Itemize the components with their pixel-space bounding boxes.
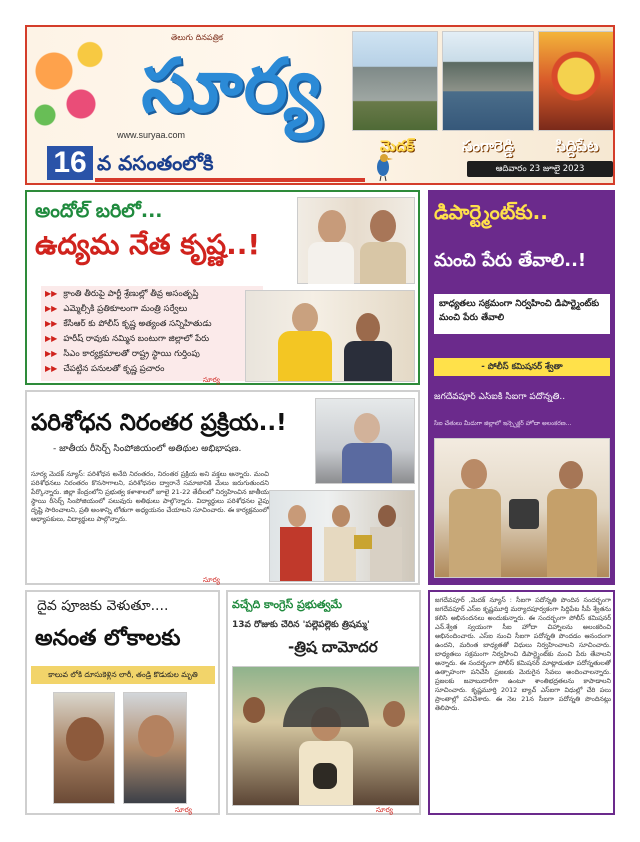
father-photo [53, 692, 115, 804]
jagadevpur-story [428, 590, 615, 815]
andol-garland-photo [245, 290, 415, 382]
surya-logo-small: సూర్య [203, 576, 220, 584]
bullet-item: ▶▶ ఎమ్మెల్సీకి ప్రతికూలంగా మంత్రి సర్వేలు [45, 304, 188, 314]
shirt-right [360, 242, 406, 284]
andol-bullet-list [41, 286, 263, 381]
face-right [356, 313, 380, 343]
felicitation-photo [269, 490, 415, 582]
andol-headline: ఉద్యమ నేత కృష్ణ..! [35, 228, 261, 261]
newspaper-name: సూర్య [141, 43, 323, 129]
face [332, 505, 350, 527]
person-3 [370, 527, 402, 581]
shirt-right [344, 341, 392, 381]
face [378, 505, 396, 527]
face-right [370, 210, 396, 242]
surya-logo-small: సూర్య [376, 806, 393, 814]
bullet-item: ▶▶ చేపట్టిన పనులతో కృష్ణ ప్రచారం [45, 364, 165, 374]
masthead [25, 25, 615, 185]
surya-logo-small: సూర్య [203, 376, 220, 384]
face-left [292, 303, 318, 333]
goat [313, 763, 337, 789]
andol-leaders-photo [297, 197, 415, 284]
face-crowd [383, 701, 405, 727]
andol-story [25, 190, 420, 385]
trisha-crowd-photo [232, 666, 420, 806]
jagadevpur-body-text: జగదేవపూర్ ,మెదక్ న్యూస్ : సీఐగా పదోన్నతి పొందిన సందర్భంగా జగదేవపూర్ ఎస్ఐ కృష్ణమూర్తి మర్యాదపూర్వకంగా సిద్దిపేట సీపీ శ్వేతను కలిసి అభినందనలు అందుకున్నారు. ఈ సందర్భంగా పోలీస్ కమిషనర్ ఎన్.శ్వేత స్వయంగా సీఐ హోదా చిహ్నాలను అలంకరించి అభినందించారు. ఎస్ఐ నుంచి సీఐగా పదోన్నతి పొందడం ఆనందంగా ఉందని, మరింత బాధ్యతతో విధులు నిర్వహించాలని సూచించారు. బాధ్యతలు సక్రమంగా నిర్వహించి డిపార్ట్మెంట్‌కు మంచి పేరు తేవాలని అన్నారు. ఈ సందర్భంగా పోలీస్ కమిషనర్ మాట్లాడుతూ పదోన్నతులతో ఉత్సాహంగా పనిచేసి ప్రజలకు మెరుగైన సేవలు అందించాలన్నారు. ప్రజలకు జవాబుదారీగా ఉంటూ శాంతిభద్రతలను కాపాడాలని సూచించారు. కృష్ణమూర్తి 2012 బ్యాచ్ ఎస్ఐగా విధుల్లో చేరి పలు ప్రాంతాల్లో పనిచేశారు. ఈ నెల 21న సీఐగా పదోన్నతి పొందినట్లు తెలిపారు. [435, 596, 611, 712]
dept-headline-line1: డిపార్ట్మెంట్‌కు.. [434, 200, 548, 224]
dept-note: జగదేవపూర్ ఎస్ఐకి సీఐగా పదోన్నతి.. [434, 392, 566, 402]
person-2 [324, 527, 356, 581]
shirt-left [308, 242, 354, 284]
congress-kicker: వచ్చేది కాంగ్రెస్ ప్రభుత్వమే [232, 598, 343, 611]
ananta-note: కాలువ లోకి దూసుకెళ్లిన లారీ, తండ్రి కొడుకుల మృతి [31, 666, 215, 684]
ananta-headline: అనంత లోకాలకు [35, 626, 181, 651]
face-officer-1 [461, 459, 487, 489]
research-subheadline: - జాతీయ రీసెర్చ్ సింపోజియంలో అతిథుల అభిభాషణ. [53, 444, 242, 454]
anniversary-text: వ వసంతంలోకి [97, 151, 214, 175]
uniform-1 [449, 489, 501, 577]
face [288, 505, 306, 527]
face-crowd [243, 697, 265, 723]
garland [278, 331, 332, 381]
place-label-siddipet: సిద్దిపేట [555, 137, 599, 155]
research-story [25, 390, 420, 585]
face-left [318, 210, 346, 244]
bullet-item: ▶▶ సీఎం కార్యక్రమాలతో రాష్ట్ర స్థాయి గుర్తింపు [45, 349, 200, 359]
speaker-photo [315, 398, 415, 484]
police-officers-photo [434, 438, 610, 578]
issue-date: ఆదివారం 23 జూలై 2023 [467, 161, 613, 177]
anniversary-underline [95, 178, 365, 182]
face [138, 715, 174, 757]
emblem-stand [509, 499, 539, 529]
congress-name: -త్రిష దామోదర [288, 638, 378, 656]
face [66, 717, 104, 761]
sangareddy-dam-photo [442, 31, 534, 131]
department-story [428, 190, 615, 585]
ananta-kicker: దైవ పూజకు వెళుతూ.... [37, 598, 169, 614]
bullet-item: ▶▶ క్రాంతి తీరుపై పార్టీ శ్రేణుల్లో తీవ్ర అసంతృప్తి [45, 289, 199, 299]
andol-kicker: అందోల్ బరిలో... [35, 200, 163, 222]
website-url: www.suryaa.com [117, 130, 186, 140]
umbrella [283, 687, 369, 727]
dept-caption: సీఐ చేతులు మీదుగా జిల్లాలో ఇన్స్పెక్టర్ హోదా అలంకరణ... [434, 420, 572, 427]
place-label-medak: మెదక్ [379, 137, 415, 155]
surya-logo-small: సూర్య [175, 806, 192, 814]
siddipet-temple-photo [538, 31, 614, 131]
dept-commissioner: - పోలీస్ కమిషనర్ శ్వేతా [434, 358, 610, 376]
uniform-2 [547, 489, 597, 577]
place-label-sangareddy: సంగారెడ్డి [462, 137, 514, 155]
saree [342, 443, 392, 483]
research-body-text: సూర్య మెదక్ న్యూస్: పరిశోధన అనేది నిరంతరం, నిరంతర ప్రక్రియ అని వక్తలు అన్నారు. మంచి పరిశోధనలు నిరంతరం కొనసాగాలని, పరిశోధనల ద్వారానే సమాజానికి మేలు జరుగుతుందని పేర్కొన్నారు. జిల్లా కేంద్రంలోని ప్రభుత్వ కళాశాలలో జూలై 21-22 తేదీలలో నిర్వహించిన జాతీయ స్థాయి రీసెర్చ్ సింపోజియంలో పలువురు అతిథులు పాల్గొన్నారు. విద్యార్థులు పరిశోధనల వైపు దృష్టి సారించాలని, ప్రతి అంశాన్ని లోతుగా అధ్యయనం చేయాలని సూచించారు. ఈ కార్యక్రమంలో అధ్యాపకులు, విద్యార్థులు పాల్గొన్నారు. [31, 470, 269, 523]
masthead-tagline: తెలుగు దినపత్రిక [170, 33, 224, 42]
son-photo [123, 692, 187, 804]
memento [354, 535, 372, 549]
ananta-story [25, 590, 220, 815]
person-1 [280, 527, 312, 581]
bullet-item: ▶▶ కేసీఆర్ కు పోలీస్ కృష్ణ అత్యంత సన్నిహితుడు [45, 319, 212, 329]
face [354, 413, 380, 443]
research-headline: పరిశోధన నిరంతర ప్రక్రియ..! [31, 410, 287, 436]
dept-subtitle: బాధ్యతలు సక్రమంగా నిర్వహించి డిపార్ట్మెంట్‌కు మంచి పేరు తేవాలి [434, 294, 610, 334]
congress-story [226, 590, 421, 815]
face-officer-2 [559, 461, 583, 489]
anniversary-number: 16 [47, 146, 93, 180]
dept-headline-line2: మంచి పేరు తేవాలి..! [434, 250, 587, 271]
bullet-item: ▶▶ హరీష్ రావుకు నమ్మిన బంటుగా జిల్లాలో పేరు [45, 334, 210, 344]
congress-subheadline: 13వ రోజుకు చేరిన 'పల్లెపల్లెకు త్రిషమ్మ' [232, 620, 370, 630]
medak-church-photo [352, 31, 438, 131]
